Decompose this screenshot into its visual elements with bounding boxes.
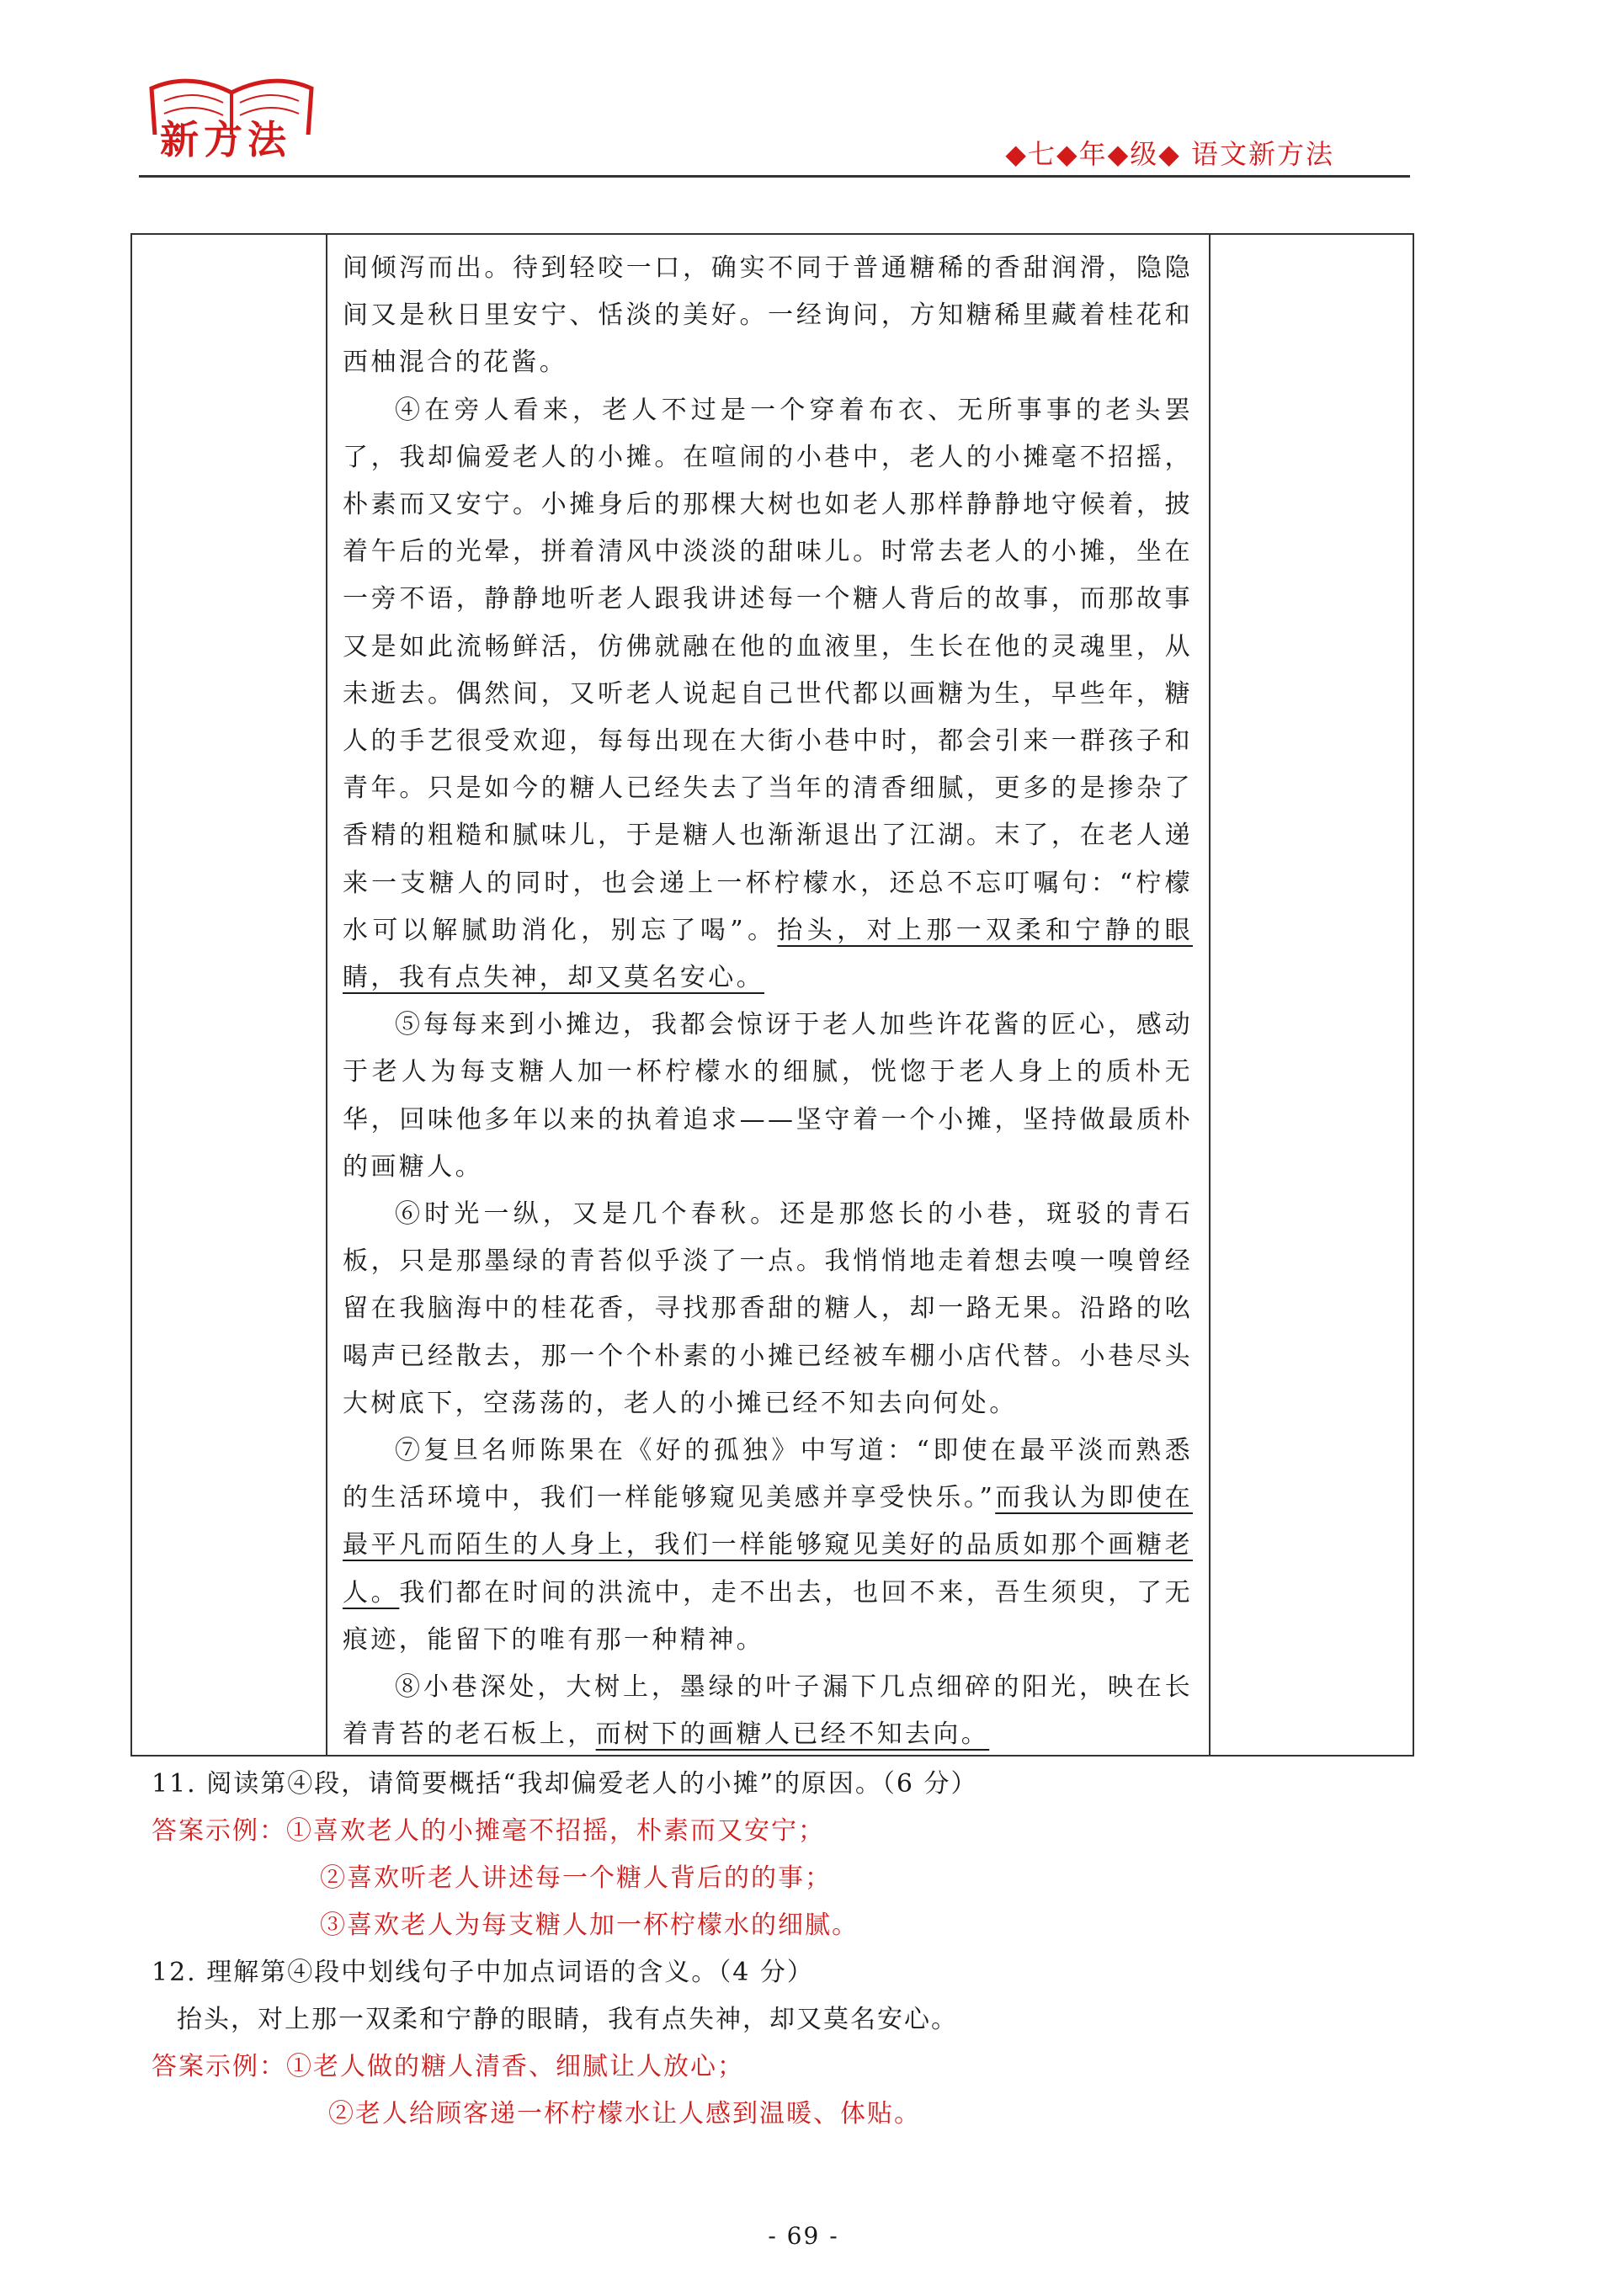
paragraph-7-text-end: 我们都在时间的洪流中，走不出去，也回不来，吾生须臾，了无痕迹，能留下的唯有那一种精神。 xyxy=(343,1577,1193,1655)
paragraph-4-text: ④在旁人看来，老人不过是一个穿着布衣、无所事事的老头罢了，我却偏爱老人的小摊。在喧闹的小巷中，老人的小摊毫不招摇，朴素而又安宁。小摊身后的那棵大树也如老人那样静静地守候着，披着午后的光晕，拼着清风中淡淡的甜味儿。时常去老人的小摊，坐在一旁不语，静静地听老人跟我讲述每一个糖人背后的故事，而那故事又是如此流畅鲜活，仿佛就融在他的血液里，生长在他的灵魂里，从未逝去。偶然间，又听老人说起自己世代都以画糖为生，早些年，糖人的手艺很受欢迎，每每出现在大街小巷中时，都会引来一群孩子和青年。只是如今的糖人已经失去了当年的清香细腻，更多的是掺杂了香精的粗糙和腻味儿，于是糖人也渐渐退出了江湖。末了，在老人递来一支糖人的同时，也会递上一杯柠檬水，还总不忘叮嘱句：“柠檬水可以解腻助消化，别忘了喝”。 xyxy=(343,395,1193,945)
q12-answer-2: ②老人给顾客递一杯柠檬水让人感到温暖、体贴。 xyxy=(328,2099,921,2129)
paragraph-8 xyxy=(343,1664,1193,1758)
passage-intro: 间倾泻而出。待到轻咬一口，确实不同于普通糖稀的香甜润滑，隐隐间又是秋日里安宁、恬淡的美好。一经询问，方知糖稀里藏着桂花和西柚混合的花酱。 xyxy=(343,253,1193,378)
paragraph-6: ⑥时光一纵，又是几个春秋。还是那悠长的小巷，斑驳的青石板，只是那墨绿的青苔似乎淡了一点。我悄悄地走着想去嗅一嗅曾经留在我脑海中的桂花香，寻找那香甜的糖人，却一路无果。沿路的吆喝声已经散去，那一个个朴素的小摊已经被车棚小店代替。小巷尽头大树底下，空荡荡的，老人的小摊已经不知去向何处。 xyxy=(343,1199,1193,1418)
paragraph-4-underlined: 抬头，对上那一双柔和宁静的眼睛，我有点失神，却又莫名安心。 xyxy=(343,915,1193,993)
paragraph-4 xyxy=(343,387,1193,1002)
question-12: 12. 理解第④段中划线句子中加点词语的含义。（4 分） xyxy=(152,1958,814,1987)
q11-answer-1: 答案示例：①喜欢老人的小摊毫不招摇，朴素而又安宁； xyxy=(152,1816,825,1846)
logo-text: 新方法 xyxy=(160,117,291,162)
question-11: 11. 阅读第④段，请简要概括“我却偏爱老人的小摊”的原因。（6 分） xyxy=(152,1769,978,1799)
page-header xyxy=(139,50,1410,177)
paragraph-7 xyxy=(343,1427,1193,1664)
passage-text xyxy=(343,245,1193,1759)
passage-table xyxy=(130,233,1414,1757)
paragraph-8-text: ⑧小巷深处，大树上，墨绿的叶子漏下几点细碎的阳光，映在长着青苔的老石板上， xyxy=(343,1672,1193,1750)
table-left-column xyxy=(132,235,327,1755)
header-divider xyxy=(139,175,1410,178)
paragraph-5: ⑤每每来到小摊边，我都会惊讶于老人加些许花酱的匠心，感动于老人为每支糖人加一杯柠檬水的细腻，恍惚于老人身上的质朴无华，回味他多年以来的执着追求——坚守着一个小摊，坚持做最质朴的画糖人。 xyxy=(343,1010,1193,1182)
questions-section xyxy=(152,1761,1372,2138)
paragraph-7-underlined: 而我认为即使在最平凡而陌生的人身上，我们一样能够窥见美好的品质如那个画糖老人。 xyxy=(343,1483,1193,1608)
q11-answer-3: ③喜欢老人为每支糖人加一杯柠檬水的细腻。 xyxy=(320,1911,859,1940)
header-title: ◆七◆年◆级◆ 语文新方法 xyxy=(1005,138,1334,170)
paragraph-7-text: ⑦复旦名师陈果在《好的孤独》中写道：“即使在最平淡而熟悉的生活环境中，我们一样能够窥见美感并享受快乐。” xyxy=(343,1436,1193,1513)
page-number: - 69 - xyxy=(768,2222,839,2250)
table-right-column xyxy=(1209,235,1413,1755)
paragraph-8-underlined: 而树下的画糖人已经不知去向。 xyxy=(595,1719,990,1750)
q11-answer-2: ②喜欢听老人讲述每一个糖人背后的的事； xyxy=(320,1863,832,1893)
q12-quote: 抬头，对上那一双柔和宁静的眼睛，我有点失神，却又莫名安心。 xyxy=(177,2005,958,2034)
q12-answer-1: 答案示例：①老人做的糖人清香、细腻让人放心； xyxy=(152,2052,744,2081)
